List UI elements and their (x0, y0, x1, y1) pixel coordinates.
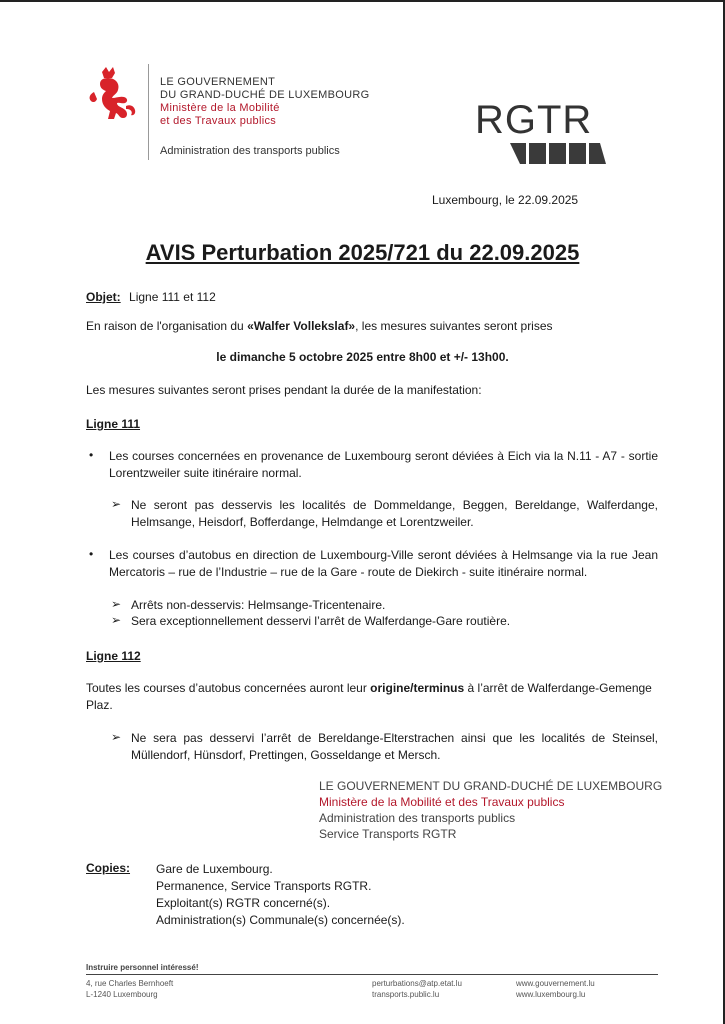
signature-line-2: Ministère de la Mobilité et des Travaux publics (319, 795, 565, 809)
page-title: AVIS Perturbation 2025/721 du 22.09.2025 (145, 240, 580, 265)
ligne-112-text-before: Toutes les courses d’autobus concernées auront leur (86, 681, 371, 695)
footer-note: Instruire personnel intéressé! (86, 963, 199, 972)
footer-web-2[interactable]: www.luxembourg.lu (516, 990, 586, 999)
intro-text (86, 318, 553, 335)
arrow-icon: ➢ (111, 497, 122, 511)
signature-line-3: Administration des transports publics (319, 811, 516, 825)
gov-line-1: LE GOUVERNEMENT (160, 76, 276, 88)
signature-line-1: LE GOUVERNEMENT DU GRAND-DUCHÉ DE LUXEMBOURG (319, 779, 663, 793)
footer-address (86, 978, 173, 1000)
copies-item: Administration(s) Communale(s) concernée(s). (156, 913, 405, 927)
footer-contact (372, 978, 462, 1000)
arrow-icon: ➢ (111, 613, 122, 627)
arrow-icon: ➢ (111, 597, 122, 611)
ministry-line-2: et des Travaux publics (160, 115, 277, 127)
date-line: Luxembourg, le 22.09.2025 (432, 193, 579, 207)
bullet-icon: • (89, 547, 94, 561)
intro-before: En raison de l'organisation du (86, 319, 248, 333)
intro-after: , les mesures suivantes seront prises (355, 319, 553, 333)
rgtr-logo: RGTR (475, 98, 593, 142)
footer-divider (86, 974, 658, 975)
ministry-line-1: Ministère de la Mobilité (160, 102, 280, 114)
ligne-111-heading: Ligne 111 (86, 417, 141, 431)
footer-address-line-2: L-1240 Luxembourg (86, 990, 158, 999)
bullet-icon: • (89, 448, 94, 462)
footer-web (516, 978, 595, 1000)
footer-web-1[interactable]: www.gouvernement.lu (516, 979, 595, 988)
header-separator (148, 64, 149, 160)
objet-line (86, 289, 216, 306)
intro-event: «Walfer Vollekslaf» (247, 319, 356, 333)
footer-site[interactable]: transports.public.lu (372, 990, 440, 999)
footer-address-line-1: 4, rue Charles Bernhoeft (86, 979, 174, 988)
ligne-112-heading: Ligne 112 (86, 649, 141, 663)
ligne-112-text-after: à l’arrêt de Walferdange-Gemenge Plaz. (86, 681, 652, 712)
copies-list (156, 861, 405, 929)
footer-email[interactable]: perturbations@atp.etat.lu (372, 979, 462, 988)
gov-line-2: DU GRAND-DUCHÉ DE LUXEMBOURG (160, 89, 370, 101)
page-frame-top (0, 0, 725, 2)
objet-label: Objet: (86, 290, 121, 304)
objet-value: Ligne 111 et 112 (129, 290, 216, 304)
signature-line-4: Service Transports RGTR (319, 827, 457, 841)
copies-item: Exploitant(s) RGTR concerné(s). (156, 896, 331, 910)
ligne-111-bullet-1: Les courses concernées en provenance de Luxembourg seront déviées à Eich via la N.11 - A7 - sortie Lorentzweiler suite itinéraire normal. (109, 449, 658, 480)
copies-item: Gare de Luxembourg. (156, 862, 273, 876)
schedule-text: le dimanche 5 octobre 2025 entre 8h00 et +/- 13h00. (216, 350, 509, 364)
ligne-112-text-bold: origine/terminus (370, 681, 465, 695)
ligne-111-bullet-2-sub-1: Arrêts non-desservis: Helmsange-Tricentenaire. (131, 598, 386, 612)
red-lion-icon (88, 66, 138, 126)
government-name (160, 76, 369, 128)
ligne-112-sub: Ne sera pas desservi l’arrêt de Bereldange-Elterstrachen ainsi que les localités de Steinsel, Müllendorf, Hünsdorf, Prettingen, Gosseldange et Mersch. (131, 731, 658, 762)
arrow-icon: ➢ (111, 730, 122, 744)
signature-block (319, 778, 662, 842)
ligne-111-bullet-1-sub: Ne seront pas desservis les localités de Dommeldange, Beggen, Bereldange, Walferdange, Helmsange, Heisdorf, Bofferdange, Helmdange et Lorentzweiler. (131, 498, 658, 529)
rgtr-bus-icon (510, 143, 606, 164)
measures-intro: Les mesures suivantes seront prises pendant la durée de la manifestation: (86, 383, 482, 397)
ligne-111-bullet-2-sub-2: Sera exceptionnellement desservi l’arrêt de Walferdange-Gare routière. (131, 614, 511, 628)
copies-item: Permanence, Service Transports RGTR. (156, 879, 372, 893)
ligne-112-text (86, 680, 658, 714)
ligne-111-bullet-2: Les courses d’autobus en direction de Luxembourg-Ville seront déviées à Helmsange via la rue Jean Mercatoris – rue de l’Industrie – rue de la Gare - route de Diekirch - suite itinéraire normal. (109, 548, 658, 579)
administration-name: Administration des transports publics (160, 145, 340, 157)
copies-label: Copies: (86, 861, 131, 875)
